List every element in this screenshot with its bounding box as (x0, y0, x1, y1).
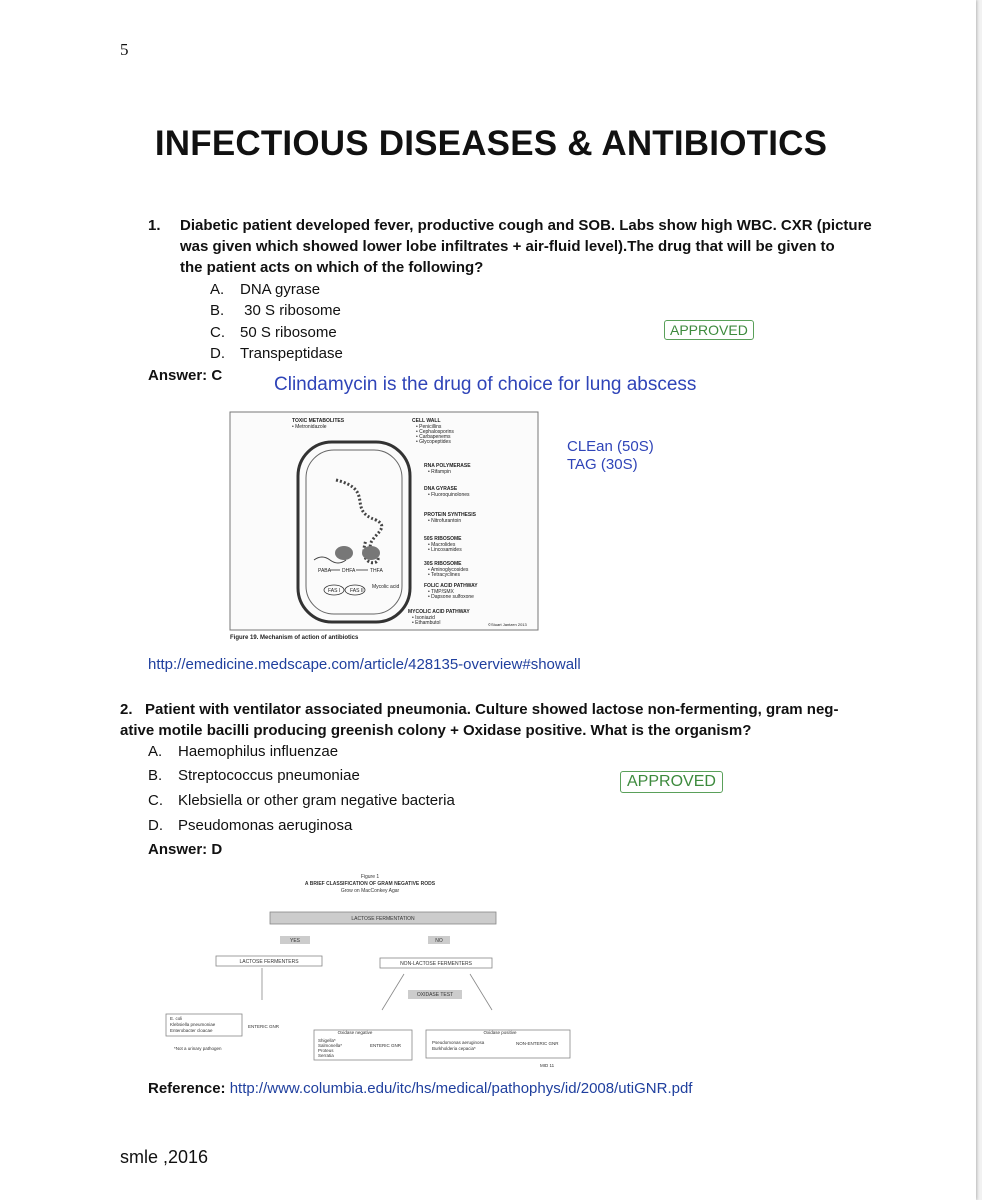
q2-question-text (120, 699, 838, 741)
label-toxic-sub: • Metronidazole (292, 424, 327, 430)
yes-text: YES (289, 938, 301, 944)
label-fas1: FAS I (328, 588, 341, 594)
oxidase-text: OXIDASE TEST (416, 992, 454, 998)
non-enteric-text: NON-ENTERIC GNR (516, 1041, 559, 1046)
q1-text-line: Diabetic patient developed fever, productive cough and SOB. Labs show high WBC. CXR (picture (180, 217, 872, 234)
fig-heading: A BRIEF CLASSIFICATION OF GRAM NEGATIVE RODS (304, 881, 436, 887)
footer-text: smle ,2016 (120, 1147, 209, 1167)
label-credit: ©Stuart Jantzen 2013 (488, 622, 527, 627)
label-toxic: TOXIC METABOLITES (292, 418, 345, 424)
label-thfa: THFA (370, 568, 383, 574)
lf-organism: Klebsiella pneumoniae (170, 1022, 216, 1027)
label-mycolic: MYCOLIC ACID PATHWAY (408, 609, 470, 615)
label-50s-sub: • Lincosamides (428, 547, 462, 553)
q1-option-c: C. 50 S ribosome (210, 324, 337, 341)
lf-text: LACTOSE FERMENTERS (239, 959, 299, 965)
label-protein: PROTEIN SYNTHESIS (424, 512, 476, 518)
label-cellwall-sub: • Carbapenems (416, 434, 451, 440)
lf-organism: Enterobacter cloacae (170, 1028, 213, 1033)
q1-option-b: B. 30 S ribosome (210, 302, 341, 319)
nlf-text: NON-LACTOSE FERMENTERS (400, 961, 472, 967)
label-rnapol: RNA POLYMERASE (424, 463, 471, 469)
ribosome-shape (362, 546, 380, 560)
enteric-text: ENTERIC GNR (248, 1024, 280, 1029)
label-30s-sub: • Aminoglycosides (428, 567, 469, 573)
label-cellwall-sub: • Penicillins (416, 424, 442, 430)
q2-approved-stamp: APPROVED (620, 771, 723, 793)
q2-option-c: C. Klebsiella or other gram negative bacteria (148, 792, 455, 809)
label-folic: FOLIC ACID PATHWAY (424, 583, 478, 589)
neg-organism: Shigella* (318, 1038, 336, 1043)
reference-label: Reference: (148, 1080, 226, 1097)
page-title: INFECTIOUS DISEASES & ANTIBIOTICS (154, 124, 828, 163)
pos-organism: Pseudomonas aeruginosa (432, 1040, 485, 1045)
q1-option-a: A. DNA gyrase (210, 281, 321, 298)
label-dnagyrase-sub: • Fluoroquinolones (428, 492, 470, 498)
label-dhfa: DHFA (342, 568, 356, 574)
q1-approved-stamp: APPROVED (664, 320, 754, 340)
q1-option-d: D. Transpeptidase (210, 345, 343, 362)
no-text: NO (435, 938, 443, 944)
label-folic-sub: • TMP/SMX (428, 589, 454, 595)
q1-question-text (180, 215, 872, 278)
q1-mnemonic: CLEan (50S) TAG (30S) (567, 438, 654, 473)
ribosome-shape (335, 546, 353, 560)
figure-caption: Figure 19. Mechanism of action of antibiotics (230, 635, 359, 641)
figure-frame (230, 412, 538, 630)
oxidase-pos-label: Oxidase positive (483, 1030, 517, 1035)
q1-answer: Answer: C (148, 367, 223, 384)
flow-line (382, 974, 404, 1010)
label-cellwall-sub: • Cephalosporins (416, 429, 454, 435)
q2-reference (148, 1080, 692, 1097)
label-mycolic-sub: • Isoniazid (412, 615, 435, 621)
label-30s: 30S RIBOSOME (424, 561, 462, 567)
label-30s-sub: • Tetracyclines (428, 572, 460, 578)
label-folic-sub: • Dapsone sulfoxone (428, 594, 474, 600)
label-cellwall-sub: • Glycopeptides (416, 439, 451, 445)
label-mycolic-acid: Mycolic acid (372, 584, 400, 590)
neg-organism: Proteus (318, 1048, 334, 1053)
label-dnagyrase: DNA GYRASE (424, 486, 458, 492)
label-fas2: FAS II (350, 588, 364, 594)
mid-label: MID 11 (540, 1063, 555, 1068)
label-50s: 50S RIBOSOME (424, 536, 462, 542)
label-cellwall: CELL WALL (412, 418, 441, 424)
label-protein-sub: • Nitrofurantoin (428, 518, 462, 524)
page-number: 5 (120, 40, 129, 59)
q2-reference-link[interactable]: http://www.columbia.edu/itc/hs/medical/pathophys/id/2008/utiGNR.pdf (229, 1080, 693, 1097)
q1-note: Clindamycin is the drug of choice for lung abscess (274, 374, 697, 395)
oxidase-neg-label: Oxidase negative (337, 1030, 373, 1035)
lactose-fermentation-text: LACTOSE FERMENTATION (351, 916, 415, 922)
q2-text-line-1: 2. Patient with ventilator associated pneumonia. Culture showed lactose non-fermenting, gram neg- (120, 701, 839, 718)
q1-number: 1. (148, 217, 161, 234)
lf-organism: E. coli (170, 1016, 183, 1021)
q2-text-line-2: ative motile bacilli producing greenish colony + Oxidase positive. What is the organism? (120, 722, 752, 739)
antibiotic-mechanism-figure (226, 410, 542, 642)
label-50s-sub: • Macrolides (428, 542, 456, 548)
enteric-text: ENTERIC GNR (370, 1043, 402, 1048)
q2-option-d: D. Pseudomonas aeruginosa (148, 817, 353, 834)
pos-organism: Burkholderia cepacia* (432, 1046, 476, 1051)
q2-option-a: A. Haemophilus influenzae (148, 743, 339, 760)
neg-organism: Serratia (318, 1053, 334, 1058)
gram-negative-classification-figure (160, 870, 580, 1070)
classification-flowchart (160, 870, 580, 1070)
q2-answer: Answer: D (148, 841, 223, 858)
cell-diagram (226, 410, 542, 642)
neg-organism: Salmonella* (318, 1043, 343, 1048)
label-mycolic-sub: • Ethambutol (412, 620, 441, 626)
label-rnapol-sub: • Rifampin (428, 469, 451, 475)
label-paba: PABA (318, 568, 331, 574)
q2-option-b: B. Streptococcus pneumoniae (148, 767, 360, 784)
q1-text-line: was given which showed lower lobe infiltrates + air-fluid level).The drug that will be given to (180, 238, 835, 255)
flow-line (470, 974, 492, 1010)
uti-note: *Not a urinary pathogen (174, 1046, 222, 1051)
fig-subheading: Grow on MacConkey Agar (340, 888, 400, 894)
q1-reference-link[interactable]: http://emedicine.medscape.com/article/428135-overview#showall (148, 656, 581, 673)
q1-text-line: the patient acts on which of the following? (180, 259, 484, 276)
fig-label: Figure 1 (360, 874, 380, 880)
